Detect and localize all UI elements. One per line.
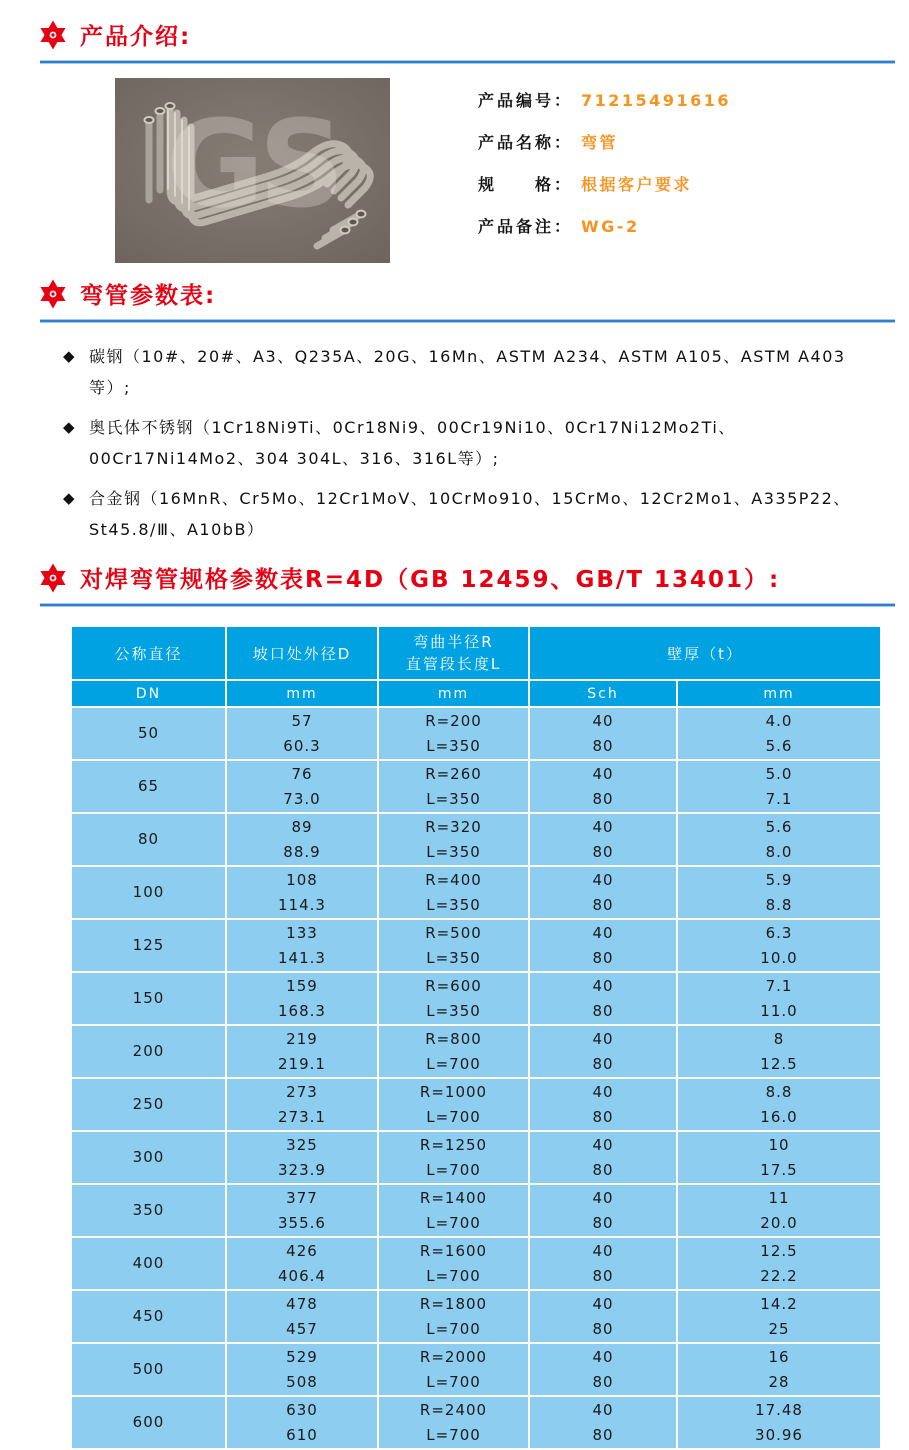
product-field — [478, 214, 731, 237]
outer-diameter-cell: 426 406.4 — [226, 1237, 378, 1290]
radius-length-cell: R=500 L=350 — [378, 919, 529, 972]
radius-length-cell: R=320 L=350 — [378, 813, 529, 866]
dn-cell: 250 — [71, 1078, 226, 1131]
spec-table — [70, 625, 882, 1450]
product-field — [478, 130, 731, 153]
spec-table-head — [71, 626, 881, 707]
dn-cell: 600 — [71, 1396, 226, 1449]
sch-cell: 40 80 — [529, 1131, 677, 1184]
section-intro-heading — [0, 18, 909, 51]
product-field — [478, 172, 731, 195]
outer-diameter-cell: 630 610 — [226, 1396, 378, 1449]
spec-table-row — [71, 1290, 881, 1343]
subheader-mm-2: mm — [378, 680, 529, 707]
sch-cell: 40 80 — [529, 1237, 677, 1290]
spec-header-row-2 — [71, 680, 881, 707]
spec-table-row — [71, 1025, 881, 1078]
thickness-cell: 4.0 5.6 — [677, 707, 881, 760]
sch-cell: 40 80 — [529, 1078, 677, 1131]
divider-line — [40, 319, 895, 323]
outer-diameter-cell: 76 73.0 — [226, 760, 378, 813]
material-item-text: 碳钢（10#、20#、A3、Q235A、20G、16Mn、ASTM A234、ASTM A105、ASTM A403等）; — [89, 347, 846, 397]
product-block — [115, 78, 909, 263]
thickness-cell: 8 12.5 — [677, 1025, 881, 1078]
spec-table-row — [71, 1131, 881, 1184]
outer-diameter-cell: 273 273.1 — [226, 1078, 378, 1131]
dn-cell: 125 — [71, 919, 226, 972]
materials-list — [63, 341, 868, 545]
star-icon — [38, 20, 68, 50]
thickness-cell: 5.0 7.1 — [677, 760, 881, 813]
spec-table-row — [71, 1396, 881, 1449]
outer-diameter-cell: 219 219.1 — [226, 1025, 378, 1078]
dn-cell: 300 — [71, 1131, 226, 1184]
thickness-cell: 12.5 22.2 — [677, 1237, 881, 1290]
thickness-cell: 8.8 16.0 — [677, 1078, 881, 1131]
section-title-intro: 产品介绍: — [80, 24, 192, 50]
header-outer-diameter: 坡口处外径D — [226, 626, 378, 680]
radius-length-cell: R=1600 L=700 — [378, 1237, 529, 1290]
sch-cell: 40 80 — [529, 813, 677, 866]
product-info — [390, 78, 731, 263]
star-icon — [38, 279, 68, 309]
sch-cell: 40 80 — [529, 707, 677, 760]
dn-cell: 65 — [71, 760, 226, 813]
spec-table-row — [71, 1343, 881, 1396]
thickness-cell: 7.1 11.0 — [677, 972, 881, 1025]
subheader-mm-1: mm — [226, 680, 378, 707]
radius-length-cell: R=260 L=350 — [378, 760, 529, 813]
spec-table-row — [71, 1078, 881, 1131]
spec-table-row — [71, 1237, 881, 1290]
material-item-carbon-steel — [63, 341, 868, 403]
radius-length-cell: R=1250 L=700 — [378, 1131, 529, 1184]
product-field — [478, 88, 731, 111]
header-bend-radius-line1: 弯曲半径R — [413, 633, 494, 651]
spec-table-row — [71, 707, 881, 760]
outer-diameter-cell: 478 457 — [226, 1290, 378, 1343]
sch-cell: 40 80 — [529, 1184, 677, 1237]
product-image — [115, 78, 390, 263]
thickness-cell: 17.48 30.96 — [677, 1396, 881, 1449]
spec-table-row — [71, 760, 881, 813]
sch-cell: 40 80 — [529, 760, 677, 813]
product-field-value: WG-2 — [581, 217, 640, 236]
radius-length-cell: R=200 L=350 — [378, 707, 529, 760]
section-spec-heading — [0, 561, 909, 594]
radius-length-cell: R=2400 L=700 — [378, 1396, 529, 1449]
spec-table-row — [71, 866, 881, 919]
product-field-label: 产品编号： — [478, 91, 574, 110]
star-icon — [38, 563, 68, 593]
header-bend-radius — [378, 626, 529, 680]
dn-cell: 400 — [71, 1237, 226, 1290]
header-bend-radius-line2: 直管段长度L — [405, 655, 502, 673]
thickness-cell: 6.3 10.0 — [677, 919, 881, 972]
subheader-mm-3: mm — [677, 680, 881, 707]
dn-cell: 500 — [71, 1343, 226, 1396]
divider-line — [40, 603, 895, 607]
product-field-label: 产品备注： — [478, 217, 574, 236]
section-title-spec: 对焊弯管规格参数表R=4D（GB 12459、GB/T 13401）: — [80, 567, 781, 593]
product-field-value: 弯管 — [581, 133, 619, 152]
diamond-bullet-icon: ◆ — [63, 489, 77, 507]
material-item-text: 合金钢（16MnR、Cr5Mo、12Cr1MoV、10CrMo910、15CrMo、12Cr2Mo1、A335P22、St45.8/Ⅲ、A10bB） — [89, 489, 851, 539]
section-title-params: 弯管参数表: — [80, 283, 217, 309]
radius-length-cell: R=1800 L=700 — [378, 1290, 529, 1343]
thickness-cell: 11 20.0 — [677, 1184, 881, 1237]
spec-table-row — [71, 1184, 881, 1237]
radius-length-cell: R=1400 L=700 — [378, 1184, 529, 1237]
outer-diameter-cell: 325 323.9 — [226, 1131, 378, 1184]
subheader-dn: DN — [71, 680, 226, 707]
dn-cell: 80 — [71, 813, 226, 866]
radius-length-cell: R=1000 L=700 — [378, 1078, 529, 1131]
sch-cell: 40 80 — [529, 866, 677, 919]
product-field-label: 产品名称： — [478, 133, 574, 152]
sch-cell: 40 80 — [529, 1025, 677, 1078]
sch-cell: 40 80 — [529, 1290, 677, 1343]
thickness-cell: 10 17.5 — [677, 1131, 881, 1184]
spec-table-body — [71, 707, 881, 1449]
product-field-value: 根据客户要求 — [581, 175, 693, 194]
outer-diameter-cell: 57 60.3 — [226, 707, 378, 760]
sch-cell: 40 80 — [529, 1343, 677, 1396]
dn-cell: 200 — [71, 1025, 226, 1078]
sch-cell: 40 80 — [529, 1396, 677, 1449]
material-item-alloy-steel — [63, 483, 868, 545]
header-wall-thickness: 壁厚（t） — [529, 626, 881, 680]
thickness-cell: 5.6 8.0 — [677, 813, 881, 866]
thickness-cell: 14.2 25 — [677, 1290, 881, 1343]
thickness-cell: 16 28 — [677, 1343, 881, 1396]
subheader-sch: Sch — [529, 680, 677, 707]
diamond-bullet-icon: ◆ — [63, 418, 77, 436]
dn-cell: 100 — [71, 866, 226, 919]
divider-line — [40, 60, 895, 64]
spec-table-row — [71, 813, 881, 866]
outer-diameter-cell: 377 355.6 — [226, 1184, 378, 1237]
sch-cell: 40 80 — [529, 919, 677, 972]
outer-diameter-cell: 529 508 — [226, 1343, 378, 1396]
dn-cell: 150 — [71, 972, 226, 1025]
thickness-cell: 5.9 8.8 — [677, 866, 881, 919]
material-item-stainless-steel — [63, 412, 868, 474]
spec-header-row-1 — [71, 626, 881, 680]
dn-cell: 350 — [71, 1184, 226, 1237]
radius-length-cell: R=800 L=700 — [378, 1025, 529, 1078]
spec-table-row — [71, 972, 881, 1025]
section-params-heading — [0, 277, 909, 310]
diamond-bullet-icon: ◆ — [63, 347, 77, 365]
dn-cell: 450 — [71, 1290, 226, 1343]
outer-diameter-cell: 89 88.9 — [226, 813, 378, 866]
material-item-text: 奥氏体不锈钢（1Cr18Ni9Ti、0Cr18Ni9、00Cr19Ni10、0Cr17Ni12Mo2Ti、00Cr17Ni14Mo2、304 304L、316、316L等）; — [89, 418, 736, 468]
product-field-value: 71215491616 — [581, 91, 731, 110]
outer-diameter-cell: 108 114.3 — [226, 866, 378, 919]
header-nominal-diameter: 公称直径 — [71, 626, 226, 680]
product-page — [0, 18, 909, 1444]
product-field-label: 规 格： — [478, 175, 574, 194]
outer-diameter-cell: 133 141.3 — [226, 919, 378, 972]
radius-length-cell: R=400 L=350 — [378, 866, 529, 919]
outer-diameter-cell: 159 168.3 — [226, 972, 378, 1025]
radius-length-cell: R=600 L=350 — [378, 972, 529, 1025]
dn-cell: 50 — [71, 707, 226, 760]
image-watermark: GS — [166, 95, 339, 235]
radius-length-cell: R=2000 L=700 — [378, 1343, 529, 1396]
sch-cell: 40 80 — [529, 972, 677, 1025]
spec-table-row — [71, 919, 881, 972]
